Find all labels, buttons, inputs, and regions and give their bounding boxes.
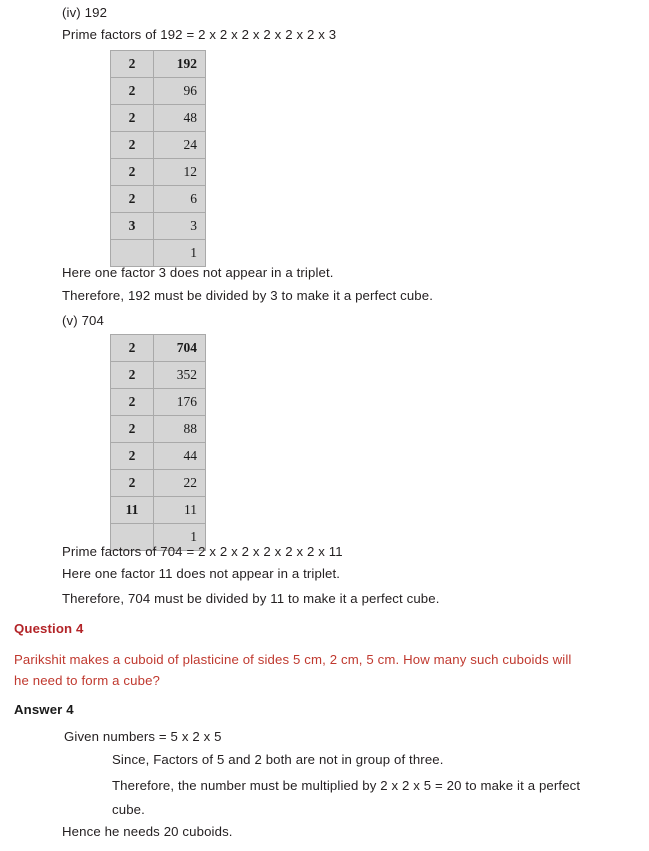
table-row (111, 389, 206, 416)
table-row (111, 443, 206, 470)
factor-divisor: 2 (111, 159, 154, 186)
factor-quotient: 192 (154, 51, 206, 78)
factor-table-192-body (111, 51, 206, 267)
table-row (111, 186, 206, 213)
factor-quotient: 48 (154, 105, 206, 132)
factor-divisor: 2 (111, 443, 154, 470)
table-row (111, 78, 206, 105)
factor-quotient: 22 (154, 470, 206, 497)
factor-table-192 (110, 50, 206, 267)
factor-divisor (111, 240, 154, 267)
section-v-conclusion: Therefore, 704 must be divided by 11 to make it a perfect cube. (62, 591, 440, 606)
table-row (111, 335, 206, 362)
table-row (111, 497, 206, 524)
factor-divisor: 2 (111, 335, 154, 362)
factor-divisor: 11 (111, 497, 154, 524)
factor-quotient: 88 (154, 416, 206, 443)
section-v-prime-factors: Prime factors of 704 = 2 x 2 x 2 x 2 x 2 x 2 x 11 (62, 544, 343, 559)
factor-divisor: 2 (111, 51, 154, 78)
answer-given-line: Given numbers = 5 x 2 x 5 (64, 729, 222, 744)
factor-table-704-body (111, 335, 206, 551)
factor-divisor: 2 (111, 362, 154, 389)
factor-quotient: 176 (154, 389, 206, 416)
question-text-line-1: Parikshit makes a cuboid of plasticine of sides 5 cm, 2 cm, 5 cm. How many such cuboids will (14, 652, 572, 667)
table-row (111, 240, 206, 267)
question-text-line-2: he need to form a cube? (14, 673, 160, 688)
factor-quotient: 1 (154, 240, 206, 267)
section-v-label: (v) 704 (62, 313, 104, 328)
section-v-note: Here one factor 11 does not appear in a triplet. (62, 566, 341, 581)
question-heading: Question 4 (14, 621, 84, 636)
factor-divisor: 2 (111, 389, 154, 416)
answer-hence-line: Hence he needs 20 cuboids. (62, 824, 233, 839)
answer-therefore-line-2: cube. (112, 802, 145, 817)
factor-quotient: 96 (154, 78, 206, 105)
factor-quotient: 44 (154, 443, 206, 470)
table-row (111, 213, 206, 240)
factor-quotient: 704 (154, 335, 206, 362)
factor-table-704 (110, 334, 206, 551)
factor-quotient: 11 (154, 497, 206, 524)
factor-divisor: 2 (111, 78, 154, 105)
factor-divisor: 2 (111, 186, 154, 213)
factor-quotient: 352 (154, 362, 206, 389)
factor-divisor: 2 (111, 105, 154, 132)
factor-quotient: 24 (154, 132, 206, 159)
table-row (111, 51, 206, 78)
table-row (111, 159, 206, 186)
factor-quotient: 1 (154, 524, 206, 551)
answer-therefore-line-1: Therefore, the number must be multiplied by 2 x 2 x 5 = 20 to make it a perfect (112, 778, 581, 793)
factor-divisor: 3 (111, 213, 154, 240)
table-row (111, 362, 206, 389)
table-row (111, 470, 206, 497)
table-row (111, 132, 206, 159)
answer-heading: Answer 4 (14, 702, 74, 717)
section-iv-prime-factors: Prime factors of 192 = 2 x 2 x 2 x 2 x 2 x 2 x 3 (62, 27, 337, 42)
section-iv-label: (iv) 192 (62, 5, 108, 20)
factor-quotient: 12 (154, 159, 206, 186)
section-iv-conclusion: Therefore, 192 must be divided by 3 to make it a perfect cube. (62, 288, 434, 303)
section-iv-note: Here one factor 3 does not appear in a triplet. (62, 265, 334, 280)
factor-quotient: 3 (154, 213, 206, 240)
answer-since-line: Since, Factors of 5 and 2 both are not in group of three. (112, 752, 444, 767)
table-row (111, 416, 206, 443)
factor-quotient: 6 (154, 186, 206, 213)
factor-divisor: 2 (111, 132, 154, 159)
table-row (111, 105, 206, 132)
factor-divisor: 2 (111, 470, 154, 497)
factor-divisor: 2 (111, 416, 154, 443)
